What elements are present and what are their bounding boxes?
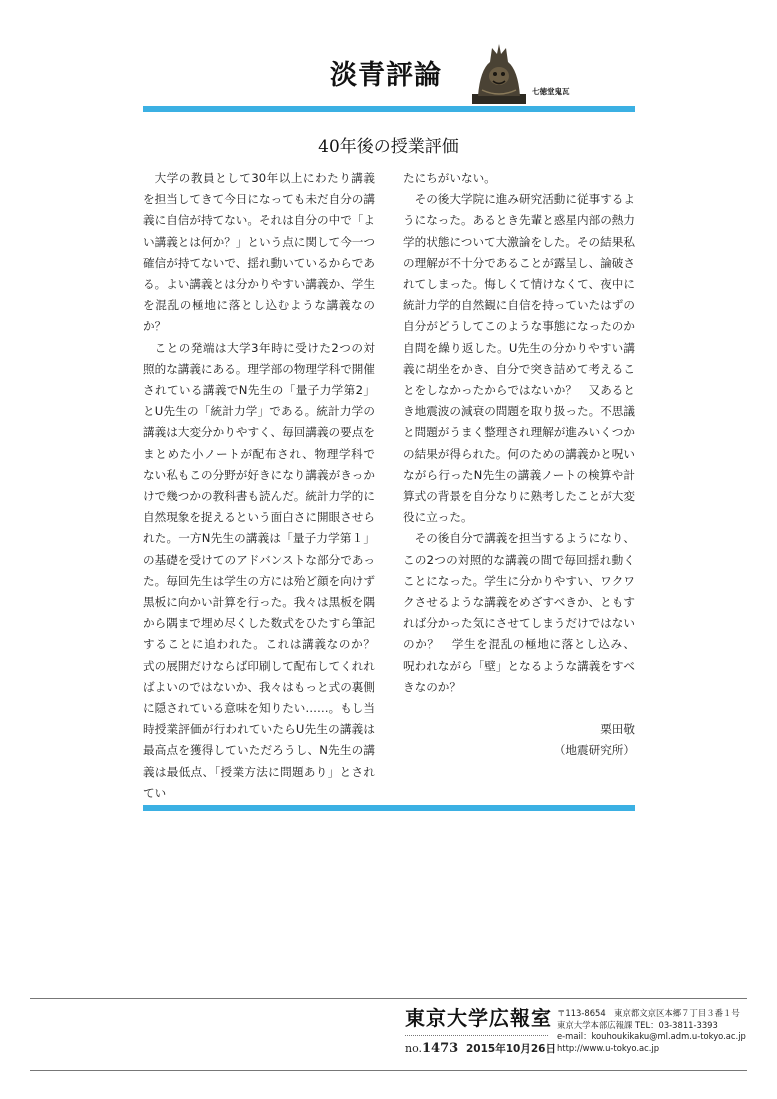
onigawara-ornament-icon bbox=[468, 40, 530, 106]
article-paragraph: その後大学院に進み研究活動に従事するようになった。あるとき先輩と惑星内部の熱力学的状態について大激論をした。その結果私の理解が不十分であることが露呈し、論破されてしまった。悔しくて情けなくて、夜中に統計力学的自然観に自信を持っていたはずの自分がどうしてこのような事態になったのか自問を繰り返した。U先生の分かりやすい講義に胡坐をかき、自分で突き詰めて考えることをしなかったからではないか？ 又あるとき地震波の減衰の問題を取り扱った。不思議と問題がうまく整理され理解が進みいくつかの結果が得られた。何のための講義かと呪いながら行ったN先生の講義ノートの検算や計算式の背景を自分なりに熟考したことが大変役に立った。 bbox=[403, 192, 635, 525]
article-paragraph: ことの発端は大学3年時に受けた2つの対照的な講義にある。理学部の物理学科で開催されている講義でN先生の「量子力学第2」とU先生の「統計力学」である。統計力学の講義は大変分かりやすく、毎回講義の要点をまとめた小ノートが配布され、物理学科でない私もこの分野が好きになり講義がきっかけで幾つかの教科書も読んだ。統計力学的に自然現象を捉えるという面白さに開眼させられた。一方N先生の講義は「量子力学第１」の基礎を受けてのアドバンストな部分であった。毎回先生は学生の方には殆ど顔を向けず黒板に向かい計算を行った。我々は黒板を隅から隅まで埋め尽くした数式をひたすら筆記することに追われた。これは講義なのか？ 式の展開だけならば印刷して配布してくれればよいのではないか、我々はもっと式の裏側に隠されている意味を知りたい……。もし当時授業評価が行われていたらU先生の講義は最高点を獲得していただろうし、N先生の講義は最低点、「授業方法に問題あり」とされてい bbox=[143, 340, 387, 800]
header-accent-bar bbox=[143, 106, 635, 112]
footer-accent-bar bbox=[143, 805, 635, 811]
contact-email[interactable]: e-mail：kouhoukikaku@ml.adm.u-tokyo.ac.jp bbox=[557, 1031, 746, 1042]
issue-prefix: no. bbox=[405, 1042, 423, 1055]
footer-dotted-rule bbox=[405, 1035, 548, 1036]
author-affiliation: （地震研究所） bbox=[553, 743, 635, 758]
issue-number-value: 1473 bbox=[422, 1041, 459, 1056]
contact-block bbox=[557, 1008, 746, 1055]
issue-number bbox=[405, 1041, 458, 1056]
author-name: 栗田敬 bbox=[600, 722, 635, 737]
contact-url[interactable]: http://www.u-tokyo.ac.jp bbox=[557, 1043, 660, 1054]
ornament-caption: 七徳堂鬼瓦 bbox=[532, 87, 570, 96]
office-name: 東京大学広報室 bbox=[405, 1006, 552, 1030]
contact-address: 〒113-8654 東京都文京区本郷７丁目３番１号 bbox=[557, 1008, 740, 1018]
article-paragraph: 大学の教員として30年以上にわたり講義を担当してきて今日になっても未だ自分の講義に自信が持てない。それは自分の中で「よい講義とは何か？」という点に関して今一つ確信が持てないで、揺れ動いているからである。よい講義とは分かりやすい講義か、学生を混乱の極地に落とし込むような講義なのか？ bbox=[143, 171, 375, 334]
footer-divider-top bbox=[30, 998, 747, 999]
article-column-right bbox=[403, 168, 635, 761]
contact-phone: 東京大学本部広報課 TEL：03-3811-3393 bbox=[557, 1019, 718, 1030]
article-paragraph: その後自分で講義を担当するようになり、この2つの対照的な講義の間で毎回揺れ動くことになった。学生に分かりやすい、ワクワクさせるような講義をめざすべきか、ともすれば分かった気にさせてしまうだけではないのか？ 学生を混乱の極地に落とし込み、呪われながら「壁」となるような講義をすべきなのか？ bbox=[403, 531, 635, 694]
article-title: 40年後の授業評価 bbox=[318, 137, 459, 157]
footer-divider-bottom bbox=[30, 1070, 747, 1071]
article-paragraph-continuation: たにちがいない。 bbox=[403, 171, 496, 185]
issue-date: 2015年10月26日 bbox=[466, 1043, 556, 1055]
column-title: 淡青評論 bbox=[330, 60, 442, 91]
article-column-left bbox=[143, 168, 387, 804]
